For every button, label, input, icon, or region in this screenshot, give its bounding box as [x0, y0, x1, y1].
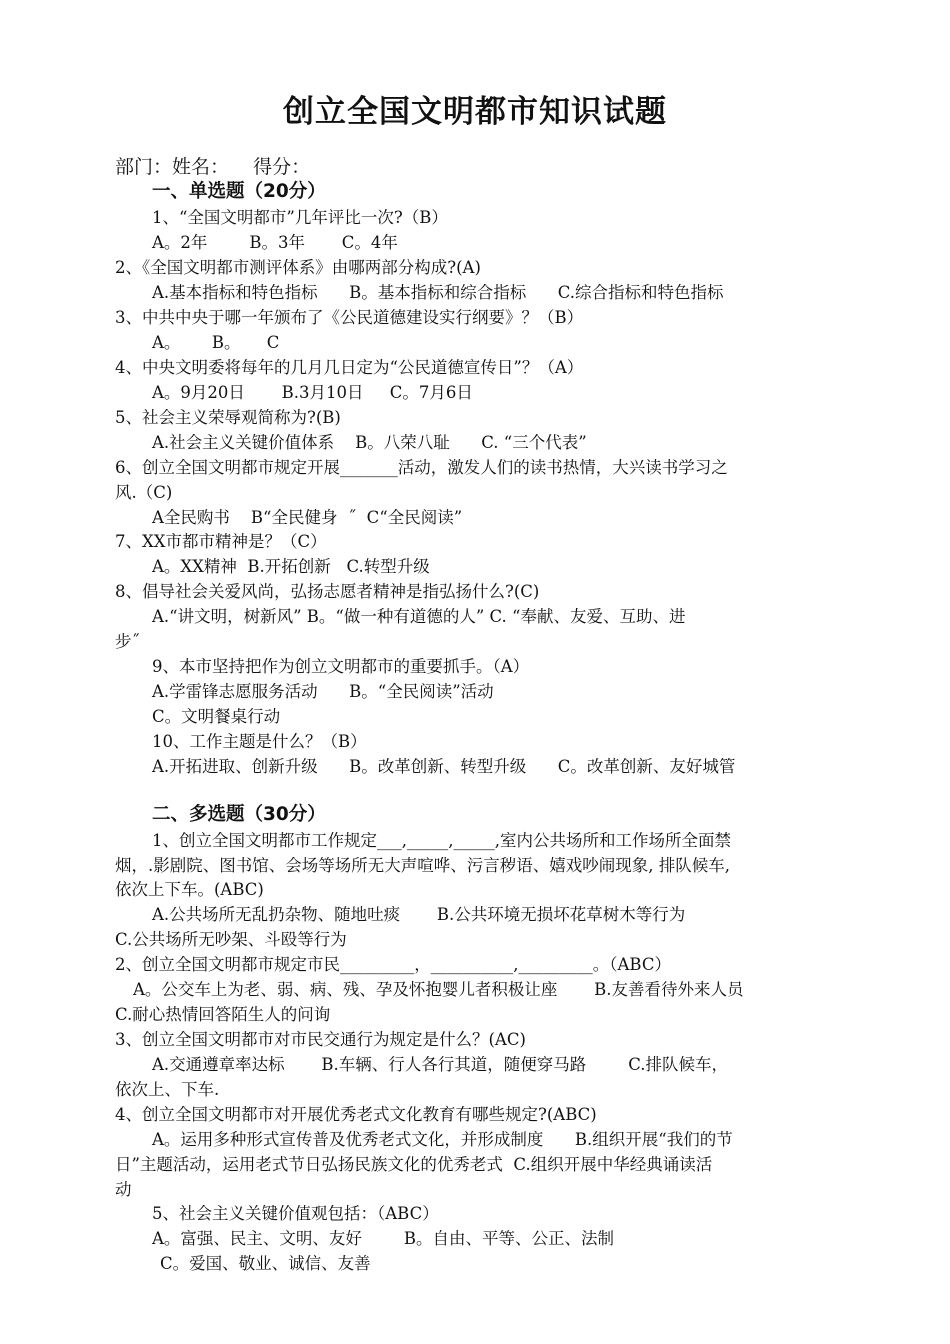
- options-line-continued: 依次上、下车.: [115, 1080, 220, 1099]
- section1-heading: 一、单选题（20分）: [152, 181, 326, 202]
- options-line: A.社会主义关键价值体系 B。八荣八耻 C. “三个代表”: [152, 433, 587, 452]
- options-line: A。公交车上为老、弱、病、残、孕及怀抱婴儿者积极让座 B.友善看待外来人员: [133, 980, 744, 999]
- question-line: 8、倡导社会关爱风尚，弘扬志愿者精神是指弘扬什么?(C): [115, 582, 540, 601]
- question-line-continued: 风.（C): [115, 483, 173, 502]
- options-line: A。运用多种形式宣传普及优秀老式文化，并形成制度 B.组织开展“我们的节: [152, 1130, 733, 1149]
- options-line: A.开拓进取、创新升级 B。改革创新、转型升级 C。改革创新、友好城管: [152, 757, 736, 776]
- question-line: 3、创立全国文明都市对市民交通行为规定是什么？(AC): [115, 1030, 526, 1049]
- options-line-continued: 日”主题活动，运用老式节日弘扬民族文化的优秀老式 C.组织开展中华经典诵读活: [115, 1155, 713, 1174]
- question-line: 2、创立全国文明都市规定市民_________，__________,_________。（ABC）: [115, 955, 671, 974]
- options-line-continued: C。文明餐桌行动: [152, 707, 281, 726]
- question-line: 9、本市坚持把作为创立文明都市的重要抓手。（A）: [152, 657, 530, 676]
- options-line-continued: C.公共场所无吵架、斗殴等行为: [115, 930, 347, 949]
- question-line: 4、中央文明委将每年的几月几日定为“公民道德宣传日”？（A）: [115, 358, 584, 377]
- question-line: 6、创立全国文明都市规定开展_______活动，激发人们的读书热情，大兴读书学习之: [115, 458, 728, 477]
- question-line: 3、中共中央于哪一年颁布了《公民道德建设实行纲要》？（B）: [115, 308, 584, 327]
- question-line: 1、“全国文明都市”几年评比一次?（B）: [152, 208, 448, 227]
- question-line: 1、创立全国文明都市工作规定___,_____,_____,室内公共场所和工作场所全面禁: [152, 831, 731, 850]
- options-line: A。富强、民主、文明、友好 B。自由、平等、公正、法制: [152, 1229, 614, 1248]
- options-line: A.基本指标和特色指标 B。基本指标和综合指标 C.综合指标和特色指标: [152, 283, 724, 302]
- question-line-continued: 依次上下车。(ABC): [115, 880, 264, 899]
- question-line: 2、《全国文明都市测评体系》由哪两部分构成?(A): [115, 258, 481, 277]
- options-line: A.公共场所无乱扔杂物、随地吐痰 B.公共环境无损坏花草树木等行为: [152, 905, 686, 924]
- options-line: A.学雷锋志愿服务活动 B。“全民阅读”活动: [152, 682, 494, 701]
- page-title: 创立全国文明都市知识试题: [283, 94, 667, 130]
- question-line: 4、创立全国文明都市对开展优秀老式文化教育有哪些规定?(ABC): [115, 1105, 597, 1124]
- options-line-continued: 动: [115, 1180, 132, 1199]
- options-line: A。9月20日 B.3月10日 C。7月6日: [152, 383, 473, 402]
- options-line: A.“讲文明，树新风” B。“做一种有道德的人” C. “奉献、友爱、互助、进: [152, 607, 686, 626]
- header-fields: 部门：姓名： 得分：: [115, 156, 311, 178]
- options-line-continued: C。爱国、敬业、诚信、友善: [160, 1254, 371, 1273]
- options-line: A全民购书 B“全民健身 ˝ C“全民阅读”: [152, 508, 463, 527]
- section2-heading: 二、多选题（30分）: [152, 804, 326, 825]
- options-line: A。XX精神 B.开拓创新 C.转型升级: [152, 557, 430, 576]
- options-line: A。 B。 C: [152, 333, 280, 352]
- question-line: 10、工作主题是什么？（B）: [152, 732, 367, 751]
- options-line-continued: C.耐心热情回答陌生人的问询: [115, 1005, 331, 1024]
- question-line-continued: 烟，.影剧院、图书馆、会场等场所无大声喧哗、污言秽语、嬉戏吵闹现象, 排队候车,: [115, 856, 730, 875]
- options-line: A。2年 B。3年 C。4年: [152, 233, 398, 252]
- options-line-continued: 步˝: [115, 632, 140, 651]
- options-line: A.交通遵章率达标 B.车辆、行人各行其道，随便穿马路 C.排队候车，: [152, 1055, 728, 1074]
- question-line: 5、社会主义荣辱观简称为?(B): [115, 408, 341, 427]
- question-line: 7、XX市都市精神是？（C）: [115, 532, 327, 551]
- question-line: 5、社会主义关键价值观包括：（ABC）: [152, 1204, 439, 1223]
